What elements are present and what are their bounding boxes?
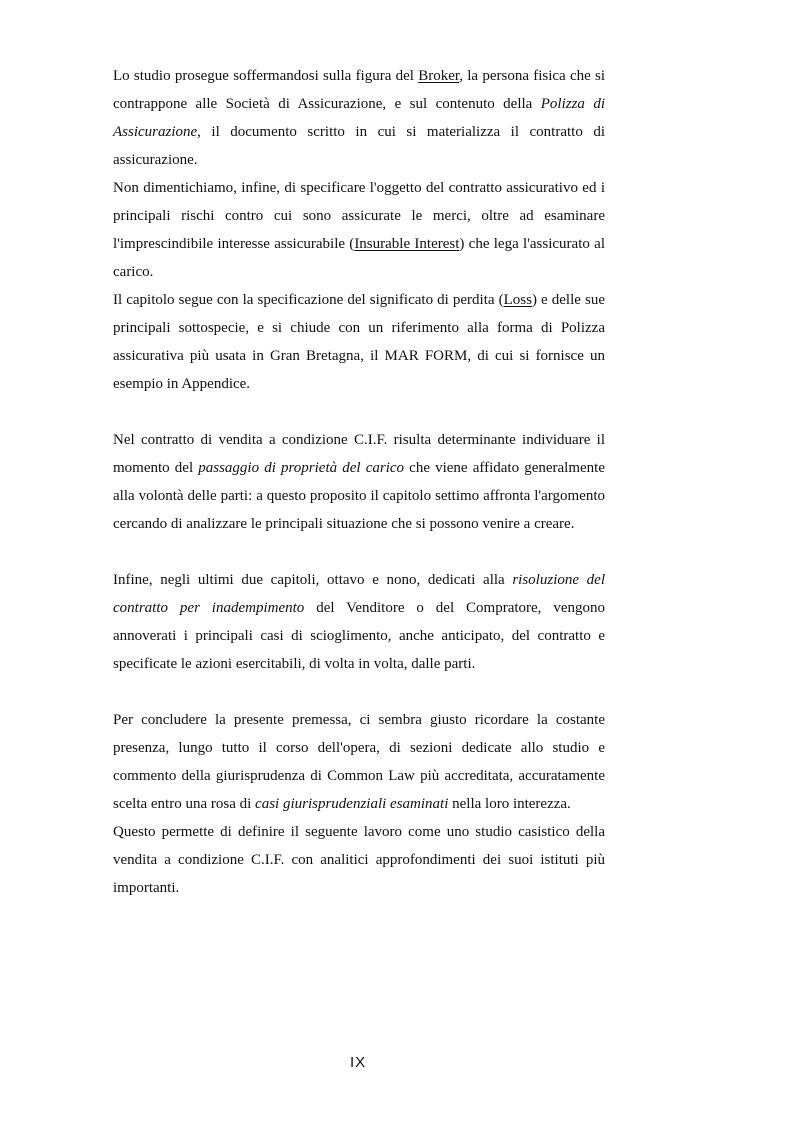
paragraph-passaggio-proprieta — [113, 426, 605, 538]
term-broker: Broker — [418, 68, 460, 84]
page-number: IX — [350, 1054, 367, 1071]
text-run: nella loro interezza. — [448, 796, 571, 812]
paragraph-gap — [113, 398, 605, 426]
term-risoluzione: risoluzione del contratto per inadempimento — [113, 572, 605, 616]
text-run: Nel contratto di vendita a condizione C.I.F. risulta determinante individuare il momento del — [113, 432, 605, 476]
document-body — [113, 62, 605, 902]
term-passaggio-proprieta: passaggio di proprietà del carico — [198, 460, 405, 476]
text-run: Non dimentichiamo, infine, di specificare l'oggetto del contratto assicurativo ed i principali rischi contro cui sono assicurate le merci, oltre ad esaminare l'imprescindibile interesse assicurabile ( — [113, 180, 605, 252]
text-run: ) che lega l'assicurato al carico. — [113, 236, 605, 280]
text-run: Per concludere la presente premessa, ci sembra giusto ricordare la costante presenza, lungo tutto il corso dell'opera, di sezioni dedicate allo studio e commento della giurisprudenza di Common Law più accreditata, accuratamente scelta entro una rosa di — [113, 712, 605, 812]
text-run: , la persona fisica che si contrappone alle Società di Assicurazione, e sul contenuto della — [113, 68, 606, 112]
text-run: del Venditore o del Compratore, vengono annoverati i principali casi di scioglimento, anche anticipato, del contratto e specificate le azioni esercitabili, di volta in volta, dalle parti. — [113, 600, 605, 672]
term-polizza: Polizza di Assicurazione — [113, 96, 605, 140]
paragraph-gap — [113, 538, 605, 566]
term-insurable-interest: Insurable Interest — [354, 236, 460, 252]
text-run: , il documento scritto in cui si materializza il contratto di assicurazione. — [113, 124, 605, 168]
paragraph-studio-casistico — [113, 818, 605, 902]
term-loss: Loss — [503, 292, 532, 308]
paragraph-risoluzione — [113, 566, 605, 678]
text-run: ) e delle sue principali sottospecie, e si chiude con un riferimento alla forma di Polizza assicurativa più usata in Gran Bretagna, il MAR FORM, di cui si fornisce un esempio in Appendice. — [113, 292, 605, 392]
text-run: Questo permette di definire il seguente lavoro come uno studio casistico della vendita a condizione C.I.F. con analitici approfondimenti dei suoi istituti più importanti. — [113, 824, 605, 896]
paragraph-conclusione — [113, 706, 605, 818]
text-run: Lo studio prosegue soffermandosi sulla figura del — [113, 68, 419, 84]
paragraph-gap — [113, 678, 605, 706]
text-run: Il capitolo segue con la specificazione del significato di perdita ( — [113, 292, 504, 308]
text-run: che viene affidato generalmente alla volontà delle parti: a questo proposito il capitolo settimo affronta l'argomento cercando di analizzare le principali situazione che si possono venire a creare. — [113, 460, 605, 532]
term-casi-giurisprudenziali: casi giurisprudenziali esaminati — [255, 796, 449, 812]
paragraph-oggetto-contratto — [113, 174, 605, 286]
text-run: Infine, negli ultimi due capitoli, ottavo e nono, dedicati alla — [113, 572, 513, 588]
paragraph-broker-polizza — [113, 62, 605, 174]
paragraph-loss — [113, 286, 605, 398]
